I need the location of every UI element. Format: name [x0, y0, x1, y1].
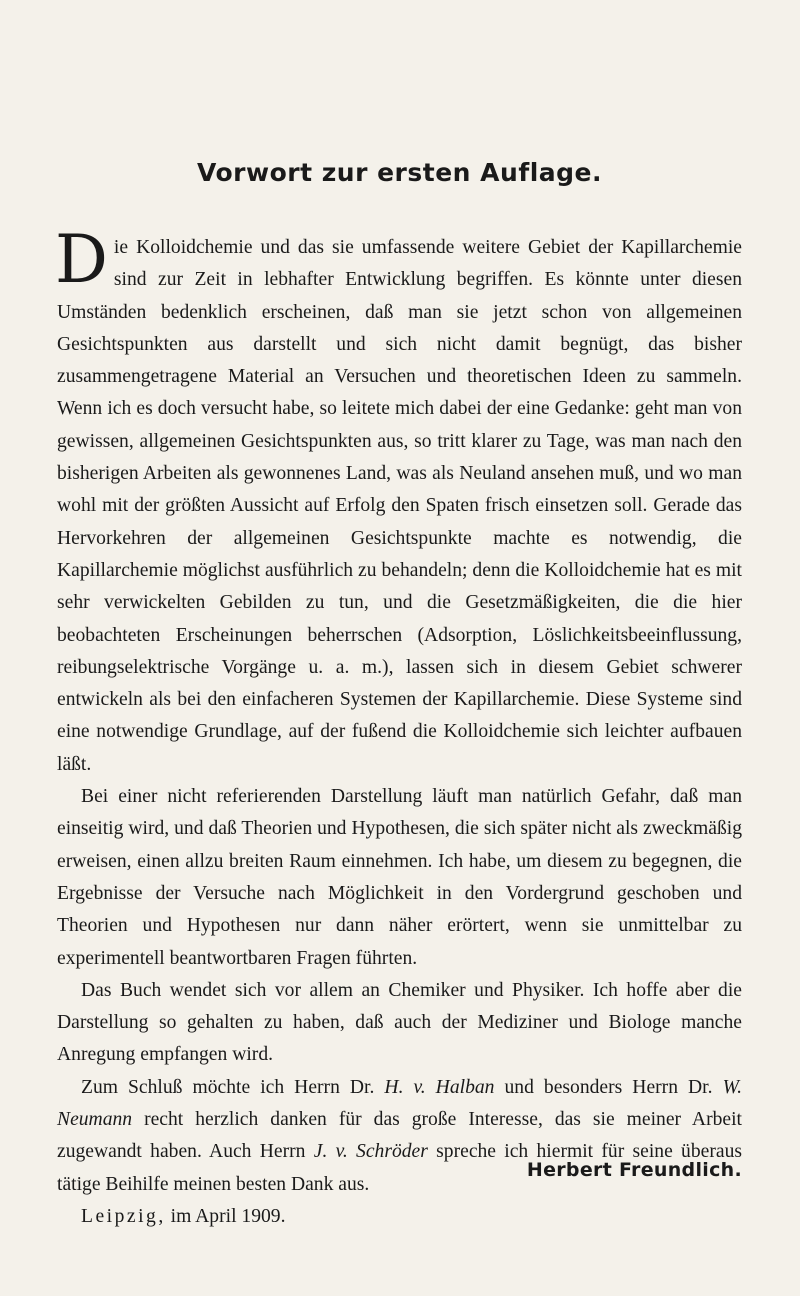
person-name-halban: H. v. Halban [384, 1076, 495, 1098]
paragraph-4-text-b: und besonders Herrn Dr. [494, 1076, 723, 1098]
drop-cap: D [55, 221, 108, 298]
paragraph-4-text-a: Zum Schluß möchte ich Herrn Dr. [81, 1076, 385, 1098]
paragraph-1 [55, 221, 742, 781]
place-date-line [57, 1201, 742, 1233]
paragraph-1-text: ie Kolloidchemie und das sie umfassende weitere Gebiet der Kapillarchemie sind zur Zeit in lebhafter Entwicklung begriffen. Es könnte unter diesen Umständen bedenklich erscheinen, daß man sie jetzt schon von allgemeinen Gesichtspunkten aus darstellt und sich nicht damit begnügt, das bisher zusammengetragene Material an Versuchen und theoretischen Ideen zu sammeln. Wenn ich es doch versucht habe, so leitete mich dabei der eine Gedanke: geht man von gewissen, allgemeinen Gesichtspunkten aus, so tritt klarer zu Tage, was man nach den bisherigen Arbeiten als gewonnenes Land, was als Neuland ansehen muß, und wo man wohl mit der größten Aussicht auf Erfolg den Spaten frisch einsetzen soll. Gerade das Hervorkehren der allgemeinen Gesichtspunkte machte es notwendig, die Kapillarchemie möglichst ausführlich zu behandeln; denn die Kolloidchemie hat es mit sehr verwickelten Gebilden zu tun, und die Gesetzmäßigkeiten, die die hier beobachteten Erscheinungen beherrschen (Adsorption, Löslichkeitsbeeinflussung, reibungselektrische Vorgänge u. a. m.), lassen sich in diesem Gebiet schwerer entwickeln als bei den einfacheren Systemen der Kapillarchemie. Diese Systeme sind eine notwendige Grundlage, auf der fußend die Kolloidchemie sich leichter aufbauen läßt. [57, 237, 742, 775]
paragraph-2: Bei einer nicht referierenden Darstellung läuft man natürlich Gefahr, daß man einseitig wird, und daß Theorien und Hypothesen, die sich später nicht als zweckmäßig erweisen, einen allzu breiten Raum einnehmen. Ich habe, um diesem zu begegnen, die Ergebnisse der Versuche nach Möglichkeit in den Vordergrund geschoben und Theorien und Hypothesen nur dann näher erörtert, wenn sie unmittelbar zu experimentell beantwortbaren Fragen führten. [57, 786, 742, 969]
person-name-neumann: W. Neumann [57, 1076, 742, 1131]
paragraph-4 [57, 1072, 742, 1201]
page-title: Vorwort zur ersten Auflage. [196, 158, 602, 187]
author-signature: Herbert Freundlich. [526, 1159, 742, 1181]
paragraph-4-text-c: recht herzlich danken für das große Interesse, das sie meiner Arbeit zugewandt haben. Auch Herrn [57, 1109, 742, 1163]
preface-body [55, 221, 742, 1233]
date-text: im April 1909. [165, 1205, 286, 1227]
person-name-schroeder: J. v. Schröder [313, 1141, 428, 1163]
place-name: Leipzig, [81, 1205, 166, 1227]
paragraph-4-text-d: spreche ich hiermit für seine überaus tätige Beihilfe meinen besten Dank aus. [57, 1141, 742, 1195]
paragraph-3: Das Buch wendet sich vor allem an Chemiker und Physiker. Ich hoffe aber die Darstellung so gehalten zu haben, daß auch der Mediziner und Biologe manche Anregung empfangen wird. [57, 979, 742, 1066]
